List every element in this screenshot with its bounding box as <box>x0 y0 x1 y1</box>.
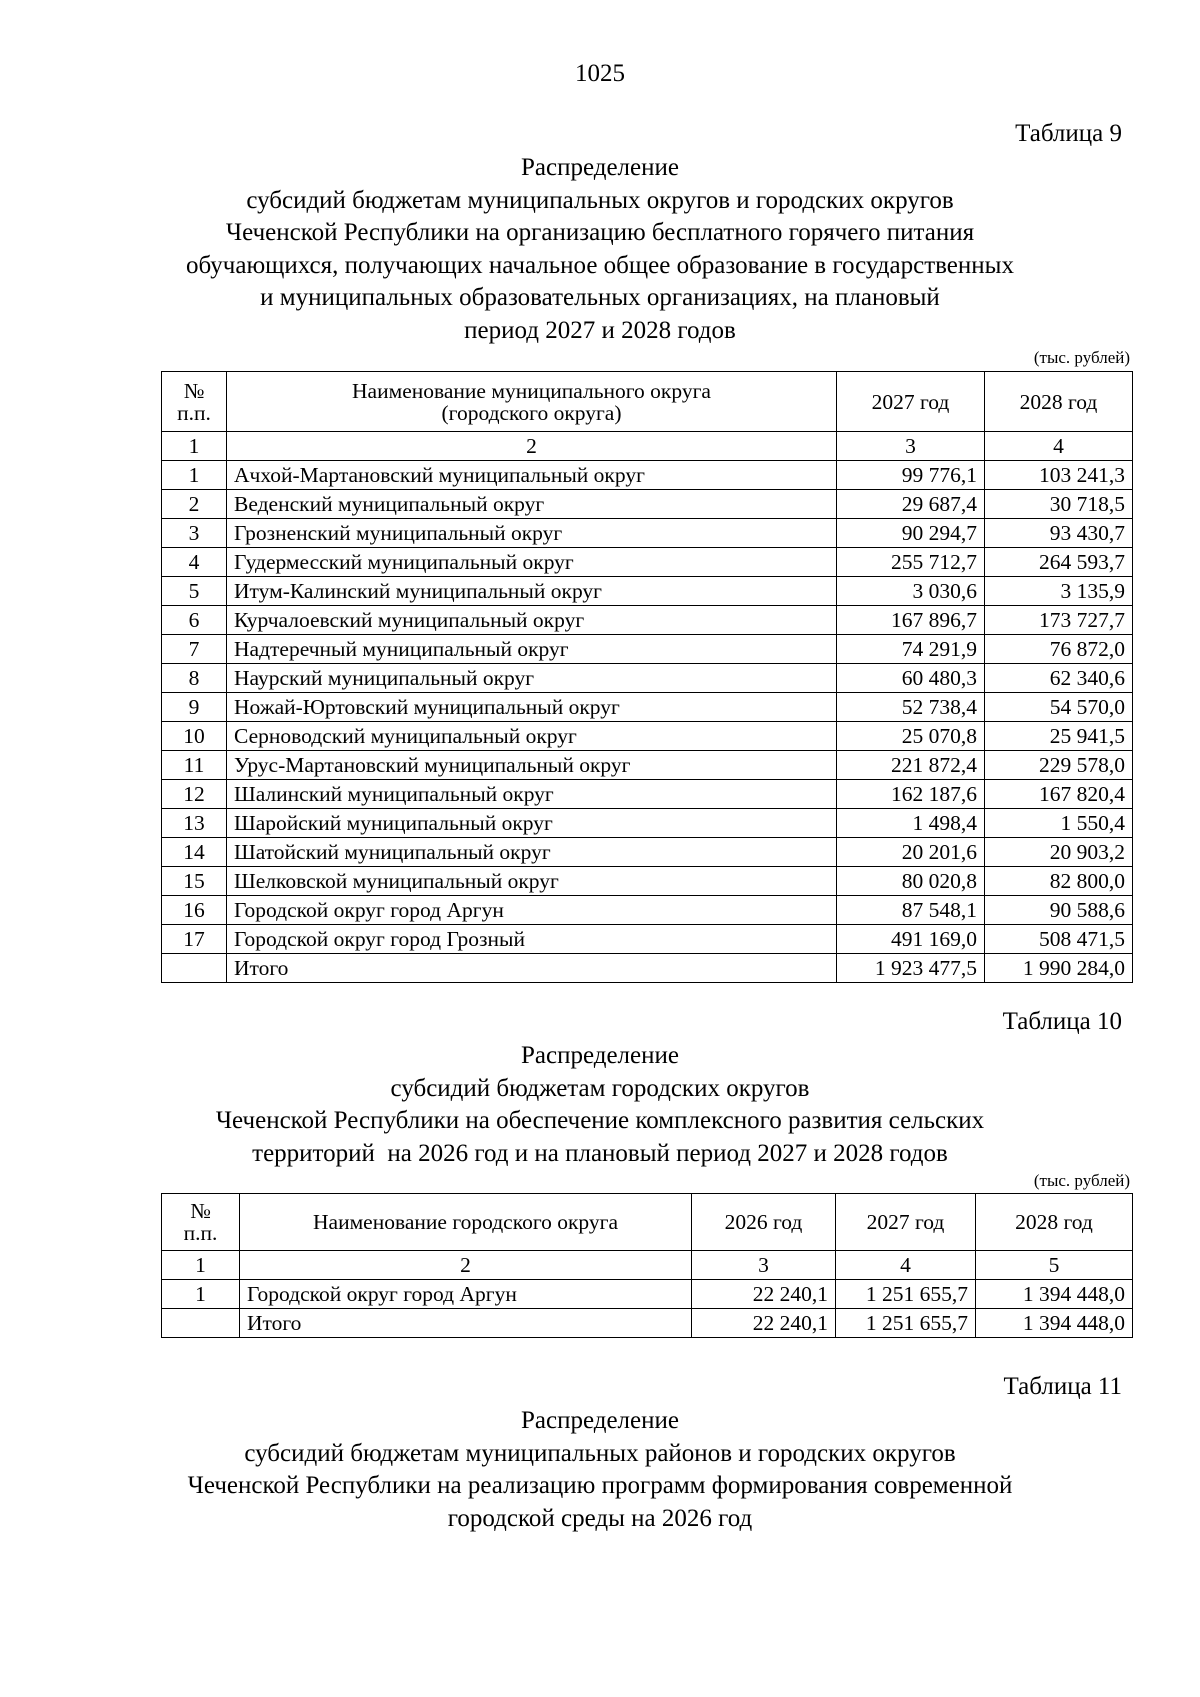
district-name: Шаройский муниципальный округ <box>227 809 837 838</box>
table-row <box>162 925 1133 954</box>
amount-cell: 80 020,8 <box>837 867 985 896</box>
district-name: Шалинский муниципальный округ <box>227 780 837 809</box>
table-9-label: Таблица 9 <box>1015 120 1122 147</box>
header-2028: 2028 год <box>985 372 1133 432</box>
table-row <box>162 693 1133 722</box>
row-number: 15 <box>162 867 227 896</box>
amount-cell: 87 548,1 <box>837 896 985 925</box>
total-row <box>162 1309 1133 1338</box>
amount-cell: 82 800,0 <box>985 867 1133 896</box>
title-line: Чеченской Республики на организацию бесплатного горячего питания <box>225 219 975 246</box>
table-row <box>162 896 1133 925</box>
header-number-line1: № <box>190 1199 211 1223</box>
table-9-unit-label: (тыс. рублей) <box>1033 348 1130 367</box>
amount-cell: 221 872,4 <box>837 751 985 780</box>
title-line: Чеченской Республики на реализацию программ формирования современной <box>187 1472 1013 1499</box>
amount-cell: 167 820,4 <box>985 780 1133 809</box>
row-number: 4 <box>162 548 227 577</box>
row-number: 13 <box>162 809 227 838</box>
table-row <box>162 1280 1133 1309</box>
title-line: Чеченской Республики на обеспечение комплексного развития сельских <box>215 1107 985 1134</box>
district-name: Грозненский муниципальный округ <box>227 519 837 548</box>
table-row <box>162 751 1133 780</box>
row-number: 2 <box>162 490 227 519</box>
amount-cell: 3 030,6 <box>837 577 985 606</box>
amount-cell: 29 687,4 <box>837 490 985 519</box>
table-row <box>162 664 1133 693</box>
column-number-row <box>162 432 1133 461</box>
header-name-line1: Наименование муниципального округа <box>352 378 711 403</box>
amount-cell: 1 923 477,5 <box>837 954 985 983</box>
column-number: 1 <box>162 432 227 461</box>
table-row <box>162 635 1133 664</box>
total-row <box>162 954 1133 983</box>
amount-cell: 1 394 448,0 <box>976 1309 1133 1338</box>
amount-cell: 60 480,3 <box>837 664 985 693</box>
amount-cell: 229 578,0 <box>985 751 1133 780</box>
page-number: 1025 <box>575 60 625 87</box>
header-number <box>162 1194 240 1251</box>
table-row <box>162 867 1133 896</box>
amount-cell: 3 135,9 <box>985 577 1133 606</box>
title-line: Распределение <box>521 154 679 181</box>
district-name: Итого <box>227 954 837 983</box>
amount-cell: 22 240,1 <box>692 1280 836 1309</box>
title-line: период 2027 и 2028 годов <box>464 316 736 344</box>
title-line: городской среды на 2026 год <box>447 1504 753 1532</box>
header-2027: 2027 год <box>837 372 985 432</box>
column-number-row <box>162 1251 1133 1280</box>
amount-cell: 93 430,7 <box>985 519 1133 548</box>
table-10-unit-label: (тыс. рублей) <box>1033 1171 1130 1190</box>
amount-cell: 90 588,6 <box>985 896 1133 925</box>
title-line: субсидий бюджетам муниципальных округов и городских округов <box>246 186 954 214</box>
district-name: Городской округ город Аргун <box>227 896 837 925</box>
column-number: 5 <box>976 1251 1133 1280</box>
amount-cell: 491 169,0 <box>837 925 985 954</box>
header-2027: 2027 год <box>836 1194 976 1251</box>
row-number: 1 <box>162 1280 240 1309</box>
header-2026: 2026 год <box>692 1194 836 1251</box>
district-name: Городской округ город Грозный <box>227 925 837 954</box>
header-name <box>227 372 837 432</box>
amount-cell: 173 727,7 <box>985 606 1133 635</box>
district-name: Наурский муниципальный округ <box>227 664 837 693</box>
title-line: обучающихся, получающих начальное общее образование в государственных <box>186 251 1014 279</box>
row-number: 17 <box>162 925 227 954</box>
row-number: 12 <box>162 780 227 809</box>
row-number: 10 <box>162 722 227 751</box>
header-number <box>162 372 227 432</box>
district-name: Веденский муниципальный округ <box>227 490 837 519</box>
title-line: Распределение <box>521 1042 679 1069</box>
column-number: 1 <box>162 1251 240 1280</box>
amount-cell: 52 738,4 <box>837 693 985 722</box>
table-row <box>162 838 1133 867</box>
table-row <box>162 606 1133 635</box>
title-line: и муниципальных образовательных организациях, на плановый <box>260 284 940 311</box>
amount-cell: 1 251 655,7 <box>836 1280 976 1309</box>
title-line: субсидий бюджетам городских округов <box>390 1074 810 1102</box>
amount-cell: 167 896,7 <box>837 606 985 635</box>
row-number: 8 <box>162 664 227 693</box>
table-row <box>162 722 1133 751</box>
amount-cell: 22 240,1 <box>692 1309 836 1338</box>
amount-cell: 90 294,7 <box>837 519 985 548</box>
title-line: субсидий бюджетам муниципальных районов и городских округов <box>244 1439 956 1467</box>
district-name: Итого <box>240 1309 692 1338</box>
row-number: 16 <box>162 896 227 925</box>
row-number: 1 <box>162 461 227 490</box>
district-name: Шатойский муниципальный округ <box>227 838 837 867</box>
table-row <box>162 490 1133 519</box>
table-row <box>162 780 1133 809</box>
district-name: Итум-Калинский муниципальный округ <box>227 577 837 606</box>
table-10 <box>161 1193 1133 1338</box>
district-name: Ножай-Юртовский муниципальный округ <box>227 693 837 722</box>
amount-cell: 103 241,3 <box>985 461 1133 490</box>
title-line: территорий на 2026 год и на плановый период 2027 и 2028 годов <box>252 1139 948 1167</box>
amount-cell: 1 394 448,0 <box>976 1280 1133 1309</box>
amount-cell: 25 941,5 <box>985 722 1133 751</box>
amount-cell: 20 903,2 <box>985 838 1133 867</box>
amount-cell: 1 251 655,7 <box>836 1309 976 1338</box>
table-row <box>162 519 1133 548</box>
district-name: Серноводский муниципальный округ <box>227 722 837 751</box>
district-name: Шелковской муниципальный округ <box>227 867 837 896</box>
district-name: Курчалоевский муниципальный округ <box>227 606 837 635</box>
amount-cell: 62 340,6 <box>985 664 1133 693</box>
table-row <box>162 548 1133 577</box>
row-number <box>162 1309 240 1338</box>
table-10-label: Таблица 10 <box>1002 1008 1122 1035</box>
header-number-line2: п.п. <box>183 1221 218 1245</box>
header-2028: 2028 год <box>976 1194 1133 1251</box>
column-number: 2 <box>227 432 837 461</box>
district-name: Гудермесский муниципальный округ <box>227 548 837 577</box>
amount-cell: 1 550,4 <box>985 809 1133 838</box>
amount-cell: 74 291,9 <box>837 635 985 664</box>
district-name: Ачхой-Мартановский муниципальный округ <box>227 461 837 490</box>
column-number: 4 <box>836 1251 976 1280</box>
amount-cell: 99 776,1 <box>837 461 985 490</box>
table-row <box>162 461 1133 490</box>
row-number: 6 <box>162 606 227 635</box>
header-name-line2: (городского округа) <box>441 400 622 425</box>
table-9 <box>161 371 1133 983</box>
table-11-label: Таблица 11 <box>1003 1373 1122 1400</box>
amount-cell: 1 990 284,0 <box>985 954 1133 983</box>
amount-cell: 76 872,0 <box>985 635 1133 664</box>
column-number: 3 <box>837 432 985 461</box>
table-row <box>162 809 1133 838</box>
amount-cell: 30 718,5 <box>985 490 1133 519</box>
header-number-line2: п.п. <box>177 400 211 425</box>
table-11-title <box>0 1405 1200 1535</box>
column-number: 2 <box>240 1251 692 1280</box>
district-name: Надтеречный муниципальный округ <box>227 635 837 664</box>
row-number: 9 <box>162 693 227 722</box>
title-line: Распределение <box>521 1407 679 1434</box>
amount-cell: 255 712,7 <box>837 548 985 577</box>
table-9-title <box>0 152 1200 347</box>
header-number-line1: № <box>183 378 205 403</box>
table-row <box>162 577 1133 606</box>
amount-cell: 264 593,7 <box>985 548 1133 577</box>
column-number: 3 <box>692 1251 836 1280</box>
column-number: 4 <box>985 432 1133 461</box>
amount-cell: 54 570,0 <box>985 693 1133 722</box>
district-name: Урус-Мартановский муниципальный округ <box>227 751 837 780</box>
row-number <box>162 954 227 983</box>
amount-cell: 162 187,6 <box>837 780 985 809</box>
table-10-title <box>0 1040 1200 1170</box>
row-number: 11 <box>162 751 227 780</box>
row-number: 3 <box>162 519 227 548</box>
table-header-row <box>162 372 1133 432</box>
row-number: 14 <box>162 838 227 867</box>
row-number: 7 <box>162 635 227 664</box>
amount-cell: 20 201,6 <box>837 838 985 867</box>
row-number: 5 <box>162 577 227 606</box>
amount-cell: 1 498,4 <box>837 809 985 838</box>
amount-cell: 25 070,8 <box>837 722 985 751</box>
amount-cell: 508 471,5 <box>985 925 1133 954</box>
table-header-row <box>162 1194 1133 1251</box>
district-name: Городской округ город Аргун <box>240 1280 692 1309</box>
header-name: Наименование городского округа <box>240 1194 692 1251</box>
